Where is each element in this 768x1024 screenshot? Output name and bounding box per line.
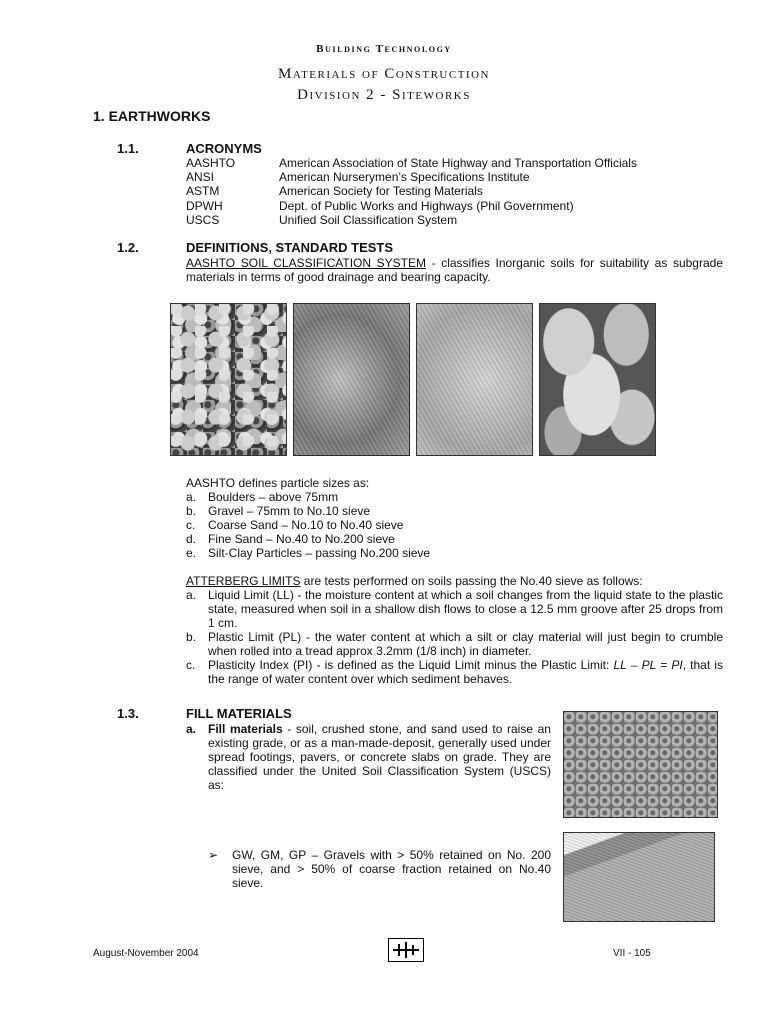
atterberg-text: are tests performed on soils passing the No.40 sieve as follows: xyxy=(300,574,643,588)
running-header: Building Technology xyxy=(316,43,452,55)
publisher-logo-icon xyxy=(388,938,424,962)
acronym-meaning: American Association of State Highway and Transportation Officials xyxy=(279,156,637,170)
list-marker: c. xyxy=(186,518,196,532)
atterberg-term: ATTERBERG LIMITS xyxy=(186,574,301,588)
acronym-meaning: American Society for Testing Materials xyxy=(279,184,483,199)
division-title: Division 2 - Siteworks xyxy=(297,87,471,103)
acronym-row xyxy=(186,199,637,213)
acronym-abbr: USCS xyxy=(186,212,220,227)
acronym-abbr: ASTM xyxy=(186,184,220,199)
fill-marker: a. xyxy=(186,722,197,736)
list-marker: a. xyxy=(186,588,197,602)
subsection-title-fill: FILL MATERIALS xyxy=(186,706,292,721)
list-marker: c. xyxy=(186,658,196,672)
document-title: Materials of Construction xyxy=(278,66,490,82)
list-item xyxy=(186,504,723,518)
section-heading-earthworks: 1. EARTHWORKS xyxy=(93,108,211,124)
fill-definition xyxy=(208,722,551,792)
subsection-number: 1.2. xyxy=(117,240,139,255)
list-marker: e. xyxy=(186,546,197,560)
bullet-arrow-icon: ➢ xyxy=(208,848,219,862)
list-item xyxy=(186,588,723,630)
sand-photo xyxy=(416,303,533,456)
boulders-photo xyxy=(170,303,287,456)
acronym-abbr: DPWH xyxy=(186,198,223,213)
list-marker: d. xyxy=(186,532,197,546)
footer-page-number: VII - 105 xyxy=(613,948,651,959)
atterberg-limits xyxy=(186,574,723,686)
aashto-term: AASHTO SOIL CLASSIFICATION SYSTEM xyxy=(186,256,426,270)
list-item xyxy=(186,630,723,658)
list-text xyxy=(208,658,723,686)
list-text: Coarse Sand – No.10 to No.40 sieve xyxy=(208,518,404,532)
acronym-row xyxy=(186,170,637,184)
acronym-meaning: Dept. of Public Works and Highways (Phil Government) xyxy=(279,198,574,213)
fill-term: Fill materials xyxy=(208,722,283,736)
gravel-photo xyxy=(293,303,410,456)
bullet-text: GW, GM, GP – Gravels with > 50% retained on No. 200 sieve, and > 50% of coarse fraction retained on No.40 sieve. xyxy=(232,848,551,890)
aashto-definition xyxy=(186,256,723,284)
list-item xyxy=(186,532,723,546)
plasticity-text-2: , that is the range of water content over which sediment behaves. xyxy=(208,658,723,686)
atterberg-intro xyxy=(186,574,723,588)
footer-date: August-November 2004 xyxy=(93,948,199,959)
list-marker: b. xyxy=(186,504,197,518)
acronym-meaning: American Nurserymen’s Specifications Institute xyxy=(279,170,530,185)
particle-size-list xyxy=(186,476,723,560)
aashto-text: - classifies Inorganic soils for suitability as subgrade materials in terms of good drainage and bearing capacity. xyxy=(186,256,723,284)
list-text: Liquid Limit (LL) - the moisture content at which a soil changes from the liquid state to the plastic state, measured when soil in a shallow dish flows to close a 12.5 mm groove after 25 drops from 1 cm. xyxy=(208,588,723,630)
acronym-row xyxy=(186,184,637,198)
acronym-abbr: ANSI xyxy=(186,170,215,185)
list-marker: b. xyxy=(186,630,197,644)
acronym-abbr: AASHTO xyxy=(186,156,236,170)
acronym-meaning: Unified Soil Classification System xyxy=(279,212,458,227)
particle-intro: AASHTO defines particle sizes as: xyxy=(186,476,370,490)
gravel-bullet xyxy=(208,848,551,890)
list-item xyxy=(186,518,723,532)
acronym-list xyxy=(186,156,637,227)
subsection-number: 1.3. xyxy=(117,706,139,721)
list-item xyxy=(186,658,723,686)
acronym-row xyxy=(186,156,637,170)
list-item xyxy=(186,490,723,504)
acronym-row xyxy=(186,213,637,227)
subsection-title-definitions: DEFINITIONS, STANDARD TESTS xyxy=(186,240,394,255)
subsection-number: 1.1. xyxy=(117,141,139,156)
list-text: Plastic Limit (PL) - the water content at which a silt or clay material will just begin to crumble when rolled into a tread approx 3.2mm (1/8 inch) in diameter. xyxy=(208,630,723,658)
list-marker: a. xyxy=(186,490,197,504)
fill-material-photo xyxy=(563,711,718,818)
plasticity-text: Plasticity Index (PI) - is defined as the Liquid Limit minus the Plastic Limit: xyxy=(208,658,614,672)
gravel-pile-photo xyxy=(563,832,715,922)
rocks-photo xyxy=(539,303,656,456)
list-text: Gravel – 75mm to No.10 sieve xyxy=(208,504,371,518)
list-text: Silt-Clay Particles – passing No.200 sieve xyxy=(208,546,431,560)
list-text: Fine Sand – No.40 to No.200 sieve xyxy=(208,532,395,546)
plasticity-formula: LL – PL = PI xyxy=(613,658,683,672)
list-item xyxy=(186,546,723,560)
list-text: Boulders – above 75mm xyxy=(208,490,339,504)
subsection-title-acronyms: ACRONYMS xyxy=(186,141,262,156)
fill-text: - soil, crushed stone, and sand used to raise an existing grade, or as a man-made-deposit, generally used under spread footings, pavers, or concrete slabs on grade. They are classified under the United Soil Classification System (USCS) as: xyxy=(208,722,551,792)
